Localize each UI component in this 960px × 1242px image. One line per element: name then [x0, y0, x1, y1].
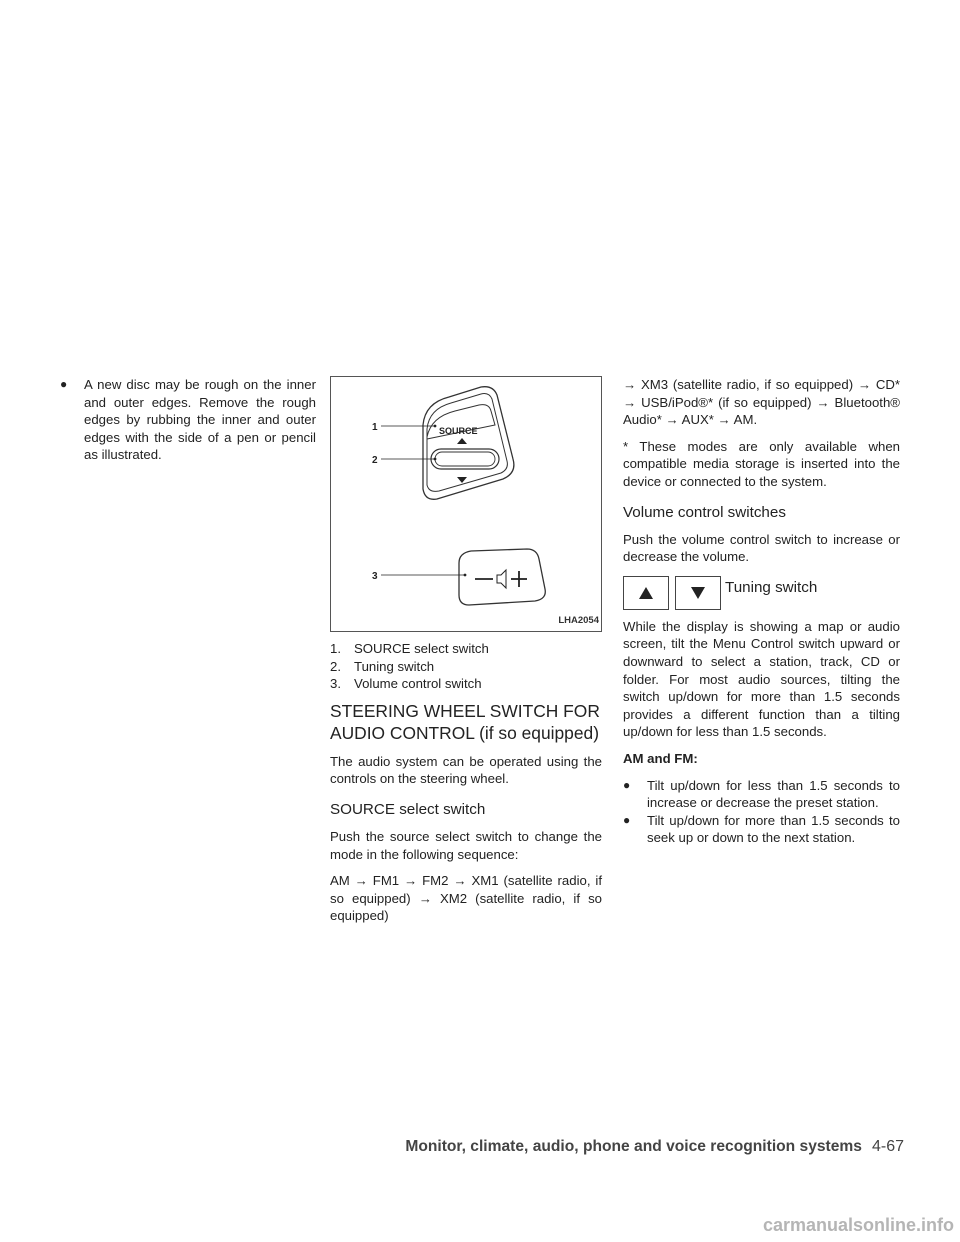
- column-right: [623, 376, 900, 847]
- tuning-text: While the display is showing a map or audio screen, tilt the Menu Control switch upward or downward to select a station, track, CD or folder. For most audio sources, tilting the switch up/down for more than 1.5 seconds provides a different function than a tilting up/down for less than 1.5 seconds.: [623, 618, 900, 740]
- callout-1: 1: [372, 422, 378, 433]
- tuning-heading: Tuning switch: [725, 578, 818, 596]
- footer-chapter-title: Monitor, climate, audio, phone and voice recognition systems: [405, 1138, 862, 1155]
- source-modes-note: * These modes are only available when compatible media storage is inserted into the device or connected to the system.: [623, 438, 900, 489]
- watermark: carmanualsonline.info: [762, 1215, 954, 1235]
- legend-item: [330, 640, 602, 658]
- figure-code: LHA2054: [558, 615, 599, 627]
- page-footer: [405, 1138, 904, 1156]
- am-fm-label: AM and FM:: [623, 750, 698, 766]
- section-title-line1: STEERING WHEEL SWITCH FOR: [330, 700, 600, 721]
- volume-heading: Volume control switches: [623, 503, 786, 521]
- legend-number: 1.: [330, 641, 341, 656]
- steering-switch-drawing: [331, 377, 601, 631]
- bullet-text: A new disc may be rough on the inner and outer edges. Remove the rough edges by rubbing the inner and outer edges with the side of a pen or pencil as illustrated.: [84, 377, 316, 463]
- legend-text: Tuning switch: [354, 658, 435, 674]
- callout-2: 2: [372, 455, 378, 466]
- tuning-heading-row: [623, 576, 900, 610]
- legend-item: [330, 658, 602, 676]
- legend-text: SOURCE select switch: [354, 641, 489, 656]
- section-title-line2: AUDIO CONTROL (if so equipped): [330, 722, 599, 743]
- section-intro: The audio system can be operated using the controls on the steering wheel.: [330, 753, 602, 787]
- bullet-dot: ●: [623, 777, 631, 792]
- bullet-text: Tilt up/down for less than 1.5 seconds to increase or decrease the preset station.: [647, 777, 900, 811]
- source-switch-text: Push the source select switch to change the mode in the following sequence:: [330, 828, 602, 862]
- column-left: [60, 376, 316, 464]
- source-sequence-part2: → XM3 (satellite radio, if so equipped) → CD* → USB/iPod®* (if so equipped) → Bluetooth® Audio* → AUX* → AM.: [623, 377, 900, 428]
- legend-text: Volume control switch: [354, 676, 482, 692]
- steering-switch-illustration: [330, 376, 602, 632]
- source-switch-heading: SOURCE select switch: [330, 800, 486, 818]
- source-sequence-part1: AM → FM1 → FM2 → XM1 (satellite radio, if so equipped) → XM2 (satellite radio, if so equipped): [330, 873, 602, 924]
- callout-3: 3: [372, 571, 378, 582]
- tuning-down-icon: [675, 576, 721, 610]
- source-button-label: SOURCE: [439, 426, 478, 436]
- figure-legend: [330, 640, 602, 693]
- bullet-dot: ●: [623, 812, 631, 827]
- legend-number: 3.: [330, 676, 341, 692]
- bullet-item: [623, 777, 900, 812]
- tuning-up-icon: [623, 576, 669, 610]
- section-title: [330, 700, 602, 744]
- volume-text: Push the volume control switch to increase or decrease the volume.: [623, 531, 900, 565]
- bullet-item: [623, 812, 900, 847]
- legend-item: [330, 675, 602, 693]
- bullet-text: Tilt up/down for more than 1.5 seconds to seek up or down to the next station.: [647, 812, 900, 846]
- bullet-dot: ●: [60, 377, 68, 391]
- legend-number: 2.: [330, 658, 341, 674]
- page-number: 4-67: [871, 1138, 904, 1155]
- bullet-item: [60, 376, 316, 464]
- column-middle: [330, 376, 602, 934]
